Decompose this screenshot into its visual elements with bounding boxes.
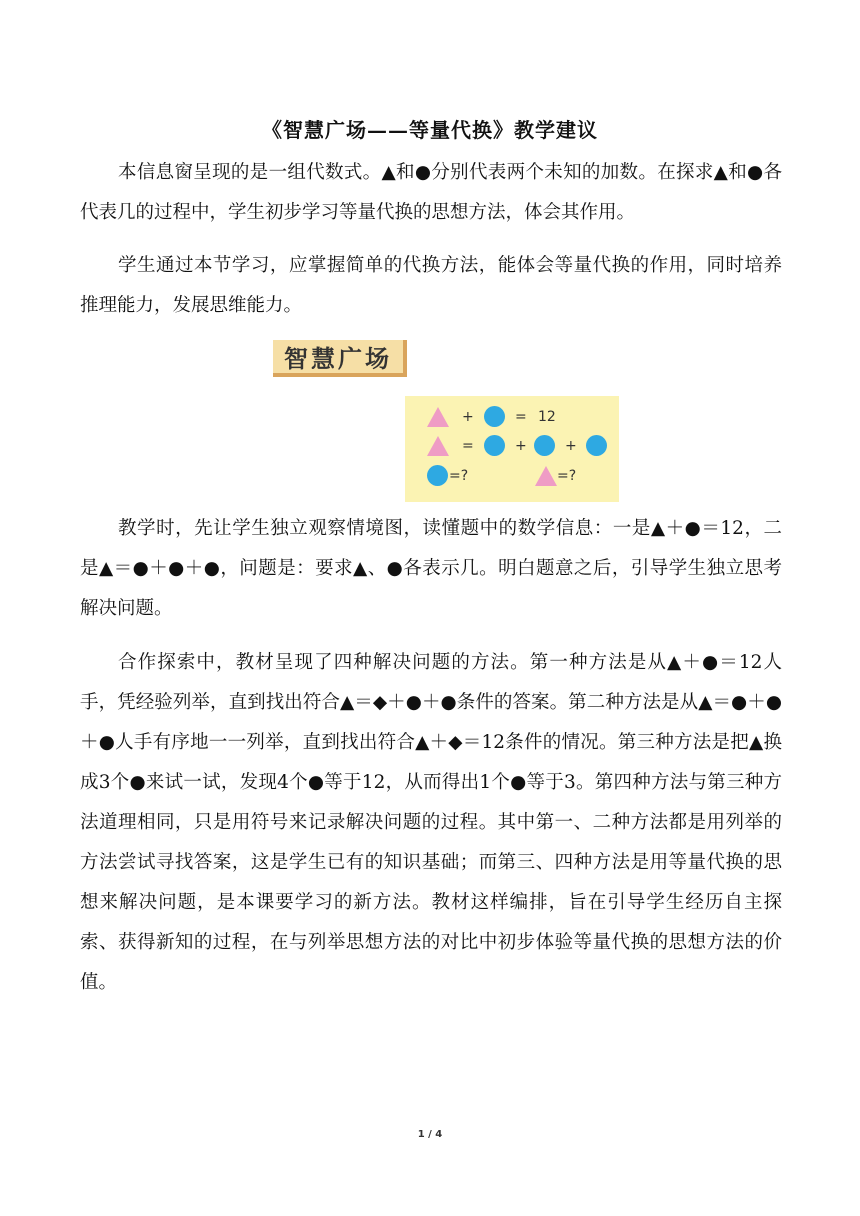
triangle-question: =?	[557, 468, 577, 484]
equation-row-2	[405, 433, 619, 459]
circle-icon	[484, 406, 505, 427]
plus-sign: +	[462, 409, 474, 425]
wisdom-square-banner: 智慧广场	[273, 340, 407, 377]
paragraph-methods: 合作探索中，教材呈现了四种解决问题的方法。第一种方法是从▲＋●＝12人手，凭经验列举，直到找出符合▲＝◆＋●＋●条件的答案。第二种方法是从▲＝●＋●＋●人手有序地一一列举，直到找出符合▲＋◆＝12条件的情况。第三种方法是把▲换成3个●来试一试，发现4个●等于12，从而得出1个●等于3。第四种方法与第三种方法道理相同，只是用符号来记录解决问题的过程。其中第一、二种方法都是用列举的方法尝试寻找答案，这是学生已有的知识基础；而第三、四种方法是用等量代换的思想来解决问题，是本课要学习的新方法。教材这样编排，旨在引导学生经历自主探索、获得新知的过程，在与列举思想方法的对比中初步体验等量代换的思想方法的价值。	[80, 652, 782, 993]
circle-icon	[534, 435, 555, 456]
paragraph-intro: 本信息窗呈现的是一组代数式。▲和●分别代表两个未知的加数。在探求▲和●各代表几的过程中，学生初步学习等量代换的思想方法，体会其作用。	[80, 162, 782, 223]
circle-icon	[427, 465, 448, 486]
page-number: 1 / 4	[417, 1129, 443, 1140]
circle-question: =?	[449, 468, 469, 484]
sum-value: 12	[538, 409, 556, 425]
circle-icon	[586, 435, 607, 456]
equation-row-1	[405, 404, 619, 430]
plus-sign: +	[515, 438, 527, 454]
triangle-icon	[427, 407, 449, 427]
triangle-icon	[535, 466, 557, 486]
equals-sign: =	[462, 438, 474, 454]
paragraph-goals: 学生通过本节学习，应掌握简单的代换方法，能体会等量代换的作用，同时培养推理能力，发展思维能力。	[80, 255, 782, 316]
document-title: 《智慧广场——等量代换》教学建议	[262, 118, 598, 142]
triangle-icon	[427, 436, 449, 456]
question-row	[405, 463, 619, 489]
circle-icon	[484, 435, 505, 456]
plus-sign: +	[565, 438, 577, 454]
paragraph-teaching: 教学时，先让学生独立观察情境图，读懂题中的数学信息：一是▲＋●＝12，二是▲＝●＋●＋●，问题是：要求▲、●各表示几。明白题意之后，引导学生独立思考解决问题。	[80, 518, 782, 619]
equation-puzzle-figure	[405, 396, 619, 502]
equals-sign: =	[515, 409, 527, 425]
